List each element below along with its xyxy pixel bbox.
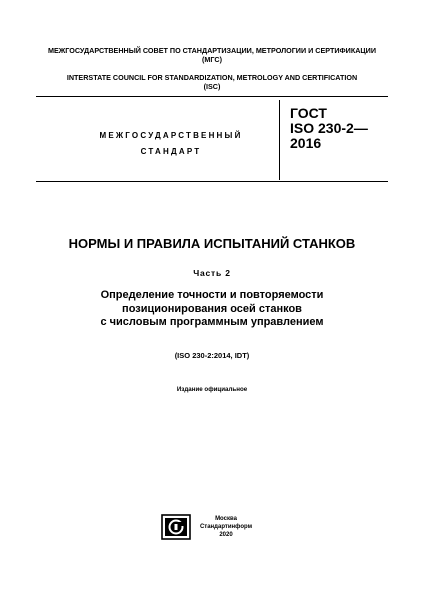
standard-label (96, 128, 246, 160)
iso-reference: (ISO 230-2:2014, IDT) (174, 351, 250, 360)
council-en-line2: (ISC) (203, 82, 221, 91)
standartinform-logo-icon (161, 514, 191, 540)
document-title: НОРМЫ И ПРАВИЛА ИСПЫТАНИЙ СТАНКОВ (68, 236, 356, 251)
publisher-city: Москва (215, 516, 237, 522)
publisher-block (196, 515, 256, 539)
standard-label-line1: МЕЖГОСУДАРСТВЕННЫЙ (99, 131, 243, 140)
standard-label-line2: СТАНДАРТ (140, 147, 202, 156)
subtitle-line3: с числовым программным управлением (100, 316, 324, 328)
gost-line1: ГОСТ (290, 105, 327, 121)
subtitle-line2: позиционирования осей станков (122, 302, 302, 315)
gost-line3: 2016 (290, 135, 322, 151)
publisher-name: Стандартинформ (199, 524, 253, 530)
document-subtitle (20, 289, 404, 330)
vertical-divider (279, 100, 280, 180)
gost-number (290, 106, 368, 151)
bottom-divider (36, 181, 388, 182)
council-ru (36, 46, 388, 64)
subtitle-line1: Определение точности и повторяемости (100, 289, 324, 301)
council-en-line1: INTERSTATE COUNCIL FOR STANDARDIZATION, METROLOGY AND CERTIFICATION (66, 73, 358, 82)
gost-line2: ISO 230-2— (290, 120, 368, 136)
council-ru-line2: (МГС) (202, 55, 222, 64)
council-en (36, 73, 388, 91)
part-label: Часть 2 (193, 268, 231, 278)
top-divider (36, 96, 388, 97)
edition-note: Издание официальное (176, 386, 248, 393)
publisher-year: 2020 (219, 532, 233, 538)
council-ru-line1: МЕЖГОСУДАРСТВЕННЫЙ СОВЕТ ПО СТАНДАРТИЗАЦИИ, МЕТРОЛОГИИ И СЕРТИФИКАЦИИ (47, 46, 377, 55)
